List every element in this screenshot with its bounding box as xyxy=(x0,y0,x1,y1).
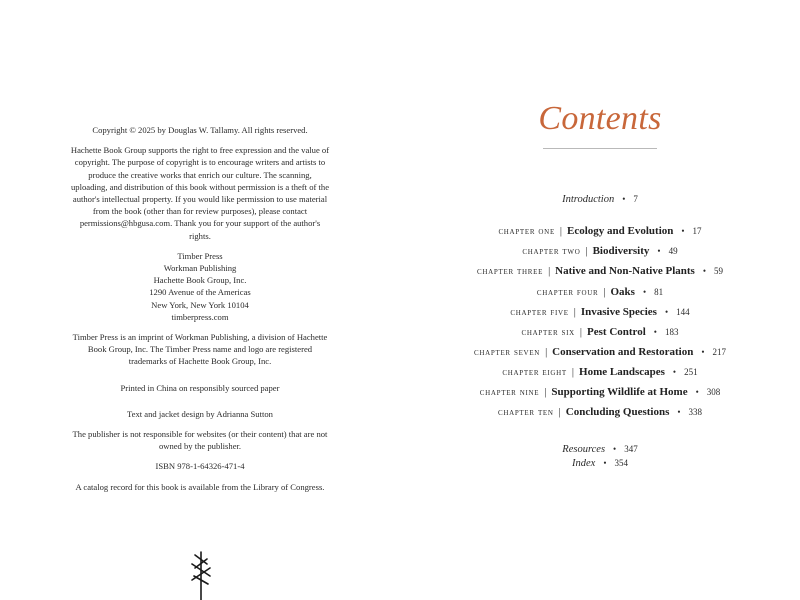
toc-entry-resources[interactable] xyxy=(400,444,800,455)
toc-bar: | xyxy=(603,287,606,298)
publisher-website: timberpress.com xyxy=(171,311,229,322)
toc-entry-chapter-9[interactable] xyxy=(400,386,800,398)
toc-bar: | xyxy=(558,407,561,418)
toc-page: 354 xyxy=(614,458,628,468)
toc-separator: • xyxy=(653,327,657,337)
toc-separator: • xyxy=(657,246,661,256)
toc-bar: | xyxy=(545,347,548,358)
toc-bar: | xyxy=(571,367,575,378)
chapter-title: Invasive Species xyxy=(580,306,657,318)
contents-page xyxy=(400,0,800,600)
chapter-title: Biodiversity xyxy=(592,245,650,257)
toc-page: 308 xyxy=(706,387,721,397)
chapter-number: chapter five xyxy=(510,307,569,318)
chapter-number: chapter six xyxy=(521,327,575,338)
toc-bar: | xyxy=(579,327,583,338)
toc-entry-chapter-4[interactable] xyxy=(400,286,800,298)
toc-page: 49 xyxy=(668,246,678,256)
contents-heading: Contents xyxy=(538,100,662,137)
toc-label: Introduction xyxy=(562,194,615,205)
chapter-number: chapter nine xyxy=(479,387,540,398)
toc-entry-index[interactable] xyxy=(400,458,800,469)
chapter-title: Oaks xyxy=(610,286,635,298)
toc-separator: • xyxy=(642,287,647,297)
publisher-address xyxy=(70,250,330,323)
toc-entry-chapter-2[interactable] xyxy=(400,245,800,257)
chapter-number: chapter ten xyxy=(497,407,554,418)
toc-page: 59 xyxy=(713,266,723,276)
catalog-record: A catalog record for this book is available from the Library of Congress. xyxy=(75,481,325,492)
address-line: Hachette Book Group, Inc. xyxy=(153,275,247,286)
chapter-number: chapter seven xyxy=(474,347,541,358)
toc-separator: • xyxy=(702,266,706,276)
toc-page: 17 xyxy=(692,226,702,236)
toc-separator: • xyxy=(677,407,681,417)
toc-entry-chapter-5[interactable] xyxy=(400,306,800,318)
toc-label: Resources xyxy=(562,444,606,455)
toc-entry-chapter-1[interactable] xyxy=(400,225,800,237)
isbn: ISBN 978-1-64326-471-4 xyxy=(155,461,245,472)
toc-separator: • xyxy=(603,458,607,468)
copyright-block xyxy=(70,124,330,501)
toc-entry-chapter-8[interactable] xyxy=(400,366,800,378)
address-line: Timber Press xyxy=(177,250,223,261)
chapter-number: chapter one xyxy=(498,226,555,237)
toc-entry-chapter-3[interactable] xyxy=(400,265,800,277)
toc-entry-introduction[interactable] xyxy=(400,194,800,205)
chapter-title: Home Landscapes xyxy=(579,366,665,378)
toc-page: 347 xyxy=(624,444,638,454)
toc-separator: • xyxy=(672,367,677,377)
toc-bar: | xyxy=(585,246,588,257)
toc-page: 338 xyxy=(688,407,703,417)
timber-press-tree-icon xyxy=(186,550,216,600)
heading-rule xyxy=(543,148,657,149)
toc-page: 217 xyxy=(712,347,726,357)
printed-line: Printed in China on responsibly sourced paper xyxy=(120,382,280,393)
toc-entry-chapter-7[interactable] xyxy=(400,346,800,358)
address-line: 1290 Avenue of the Americas xyxy=(149,287,251,298)
design-credit: Text and jacket design by Adrianna Sutton xyxy=(127,408,273,419)
address-line: Workman Publishing xyxy=(163,263,237,274)
chapter-title: Native and Non-Native Plants xyxy=(555,265,695,277)
toc-entry-chapter-10[interactable] xyxy=(400,406,800,418)
chapter-title: Supporting Wildlife at Home xyxy=(551,386,688,398)
toc-page: 144 xyxy=(676,307,690,317)
toc-separator: • xyxy=(622,194,626,204)
address-line: New York, New York 10104 xyxy=(151,299,249,310)
toc-label: Index xyxy=(572,458,596,469)
toc-page: 7 xyxy=(633,194,638,204)
toc-entry-chapter-6[interactable] xyxy=(400,326,800,338)
chapter-number: chapter two xyxy=(522,246,581,257)
toc-bar: | xyxy=(548,266,551,277)
imprint-paragraph: Timber Press is an imprint of Workman Publishing, a division of Hachette Book Group, Inc. The Timber Press name and logo are registered trademarks of Hachette Book Group, Inc. xyxy=(72,332,328,367)
toc-bar: | xyxy=(573,307,576,318)
chapter-number: chapter three xyxy=(477,266,544,277)
toc-bar: | xyxy=(559,226,563,237)
toc-separator: • xyxy=(664,307,669,317)
toc-page: 183 xyxy=(664,327,679,337)
toc-separator: • xyxy=(695,387,699,397)
toc-page: 81 xyxy=(654,287,664,297)
chapter-title: Ecology and Evolution xyxy=(567,225,674,237)
chapter-number: chapter four xyxy=(536,287,599,298)
chapter-title: Conservation and Restoration xyxy=(552,346,694,358)
chapter-title: Pest Control xyxy=(587,326,646,338)
chapter-title: Concluding Questions xyxy=(565,406,670,418)
chapter-number: chapter eight xyxy=(502,367,567,378)
disclaimer: The publisher is not responsible for websites (or their content) that are not owned by the publisher. xyxy=(72,429,328,452)
copyright-line: Copyright © 2025 by Douglas W. Tallamy. All rights reserved. xyxy=(92,125,308,135)
toc-bar: | xyxy=(544,387,547,398)
toc-page: 251 xyxy=(684,367,698,377)
rights-paragraph: Hachette Book Group supports the right to free expression and the value of copyright. The purpose of copyright is to encourage writers and artists to produce the creative works that enrich our culture. The scanning, uploading, and distribution of this book without permission is a theft of the author's intellectual property. If you would like permission to use material from the book (other than for review purposes), please contact permissions@hbgusa.com. Thank you for your support of the author's rights. xyxy=(70,145,330,241)
toc-separator: • xyxy=(701,347,705,357)
toc-separator: • xyxy=(681,226,685,236)
toc-separator: • xyxy=(613,444,617,454)
